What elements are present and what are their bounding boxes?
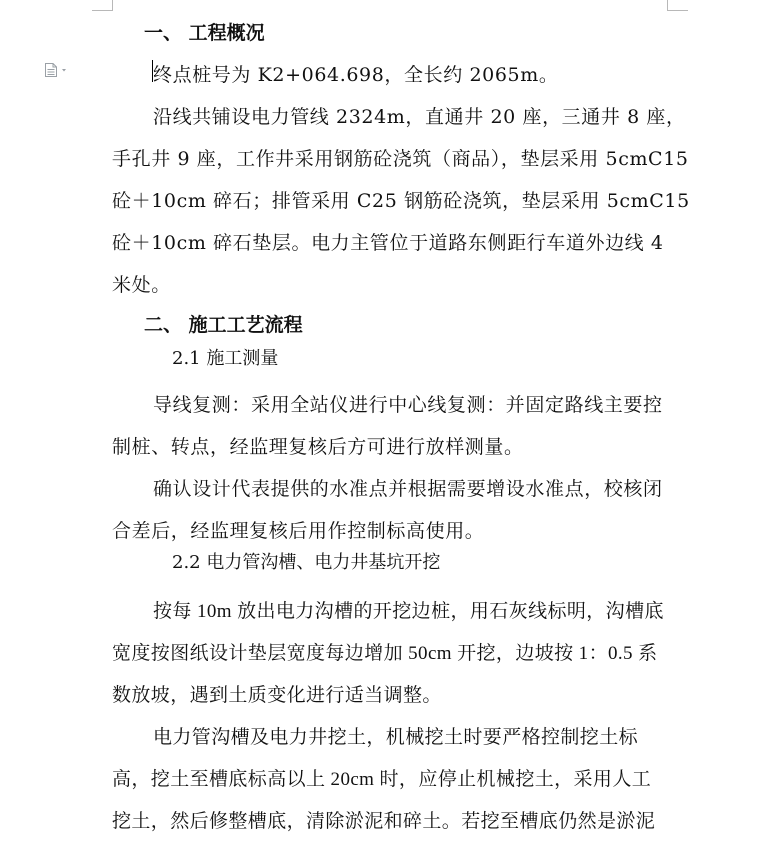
crop-mark-right-vertical — [667, 0, 668, 10]
subsection-heading-2-1: 2.1 施工测量 — [172, 348, 279, 369]
body-line: 宽度按图纸设计垫层宽度每边增加 50cm 开挖，边坡按 1：0.5 系 — [112, 643, 658, 664]
body-line: 电力管沟槽及电力井挖土，机械挖土时要严格控制挖土标 — [153, 727, 639, 748]
body-line: 导线复测：采用全站仪进行中心线复测：并固定路线主要控 — [153, 394, 663, 416]
triangle-down-icon — [62, 69, 66, 72]
body-line: 数放坡，遇到土质变化进行适当调整。 — [112, 685, 442, 706]
subsection-heading-2-2: 2.2 电力管沟槽、电力井基坑开挖 — [172, 552, 441, 573]
body-line: 确认设计代表提供的水准点并根据需要增设水准点，校核闭 — [153, 478, 663, 500]
body-line: 砼＋10cm 碎石垫层。电力主管位于道路东侧距行车道外边线 4 — [112, 232, 664, 254]
body-line: 按每 10m 放出电力沟槽的开挖边桩，用石灰线标明，沟槽底 — [153, 601, 664, 622]
crop-mark-right-horizontal — [667, 10, 688, 11]
body-line: 合差后，经监理复核后用作控制标高使用。 — [112, 520, 485, 542]
body-line: 沿线共铺设电力管线 2324m，直通井 20 座，三通井 8 座， — [153, 106, 686, 128]
section-heading-1: 一、 工程概况 — [144, 22, 265, 44]
body-line: 终点桩号为 K2+064.698，全长约 2065m。 — [153, 64, 559, 86]
body-line: 高，挖土至槽底标高以上 20cm 时，应停止机械挖土，采用人工 — [112, 769, 652, 790]
body-line: 砼＋10cm 碎石；排管采用 C25 钢筋砼浇筑，垫层采用 5cmC15 — [112, 190, 690, 212]
body-line: 手孔井 9 座，工作井采用钢筋砼浇筑（商品），垫层采用 5cmC15 — [112, 148, 689, 170]
body-line: 米处。 — [112, 274, 171, 296]
crop-mark-left-vertical — [112, 0, 113, 10]
body-line: 挖土，然后修整槽底，清除淤泥和碎土。若挖至槽底仍然是淤泥 — [112, 811, 656, 832]
section-heading-2: 二、 施工工艺流程 — [144, 314, 303, 336]
body-line: 制桩、转点，经监理复核后方可进行放样测量。 — [112, 436, 524, 458]
crop-mark-left-horizontal — [92, 10, 113, 11]
document-outline-icon[interactable] — [44, 62, 72, 78]
